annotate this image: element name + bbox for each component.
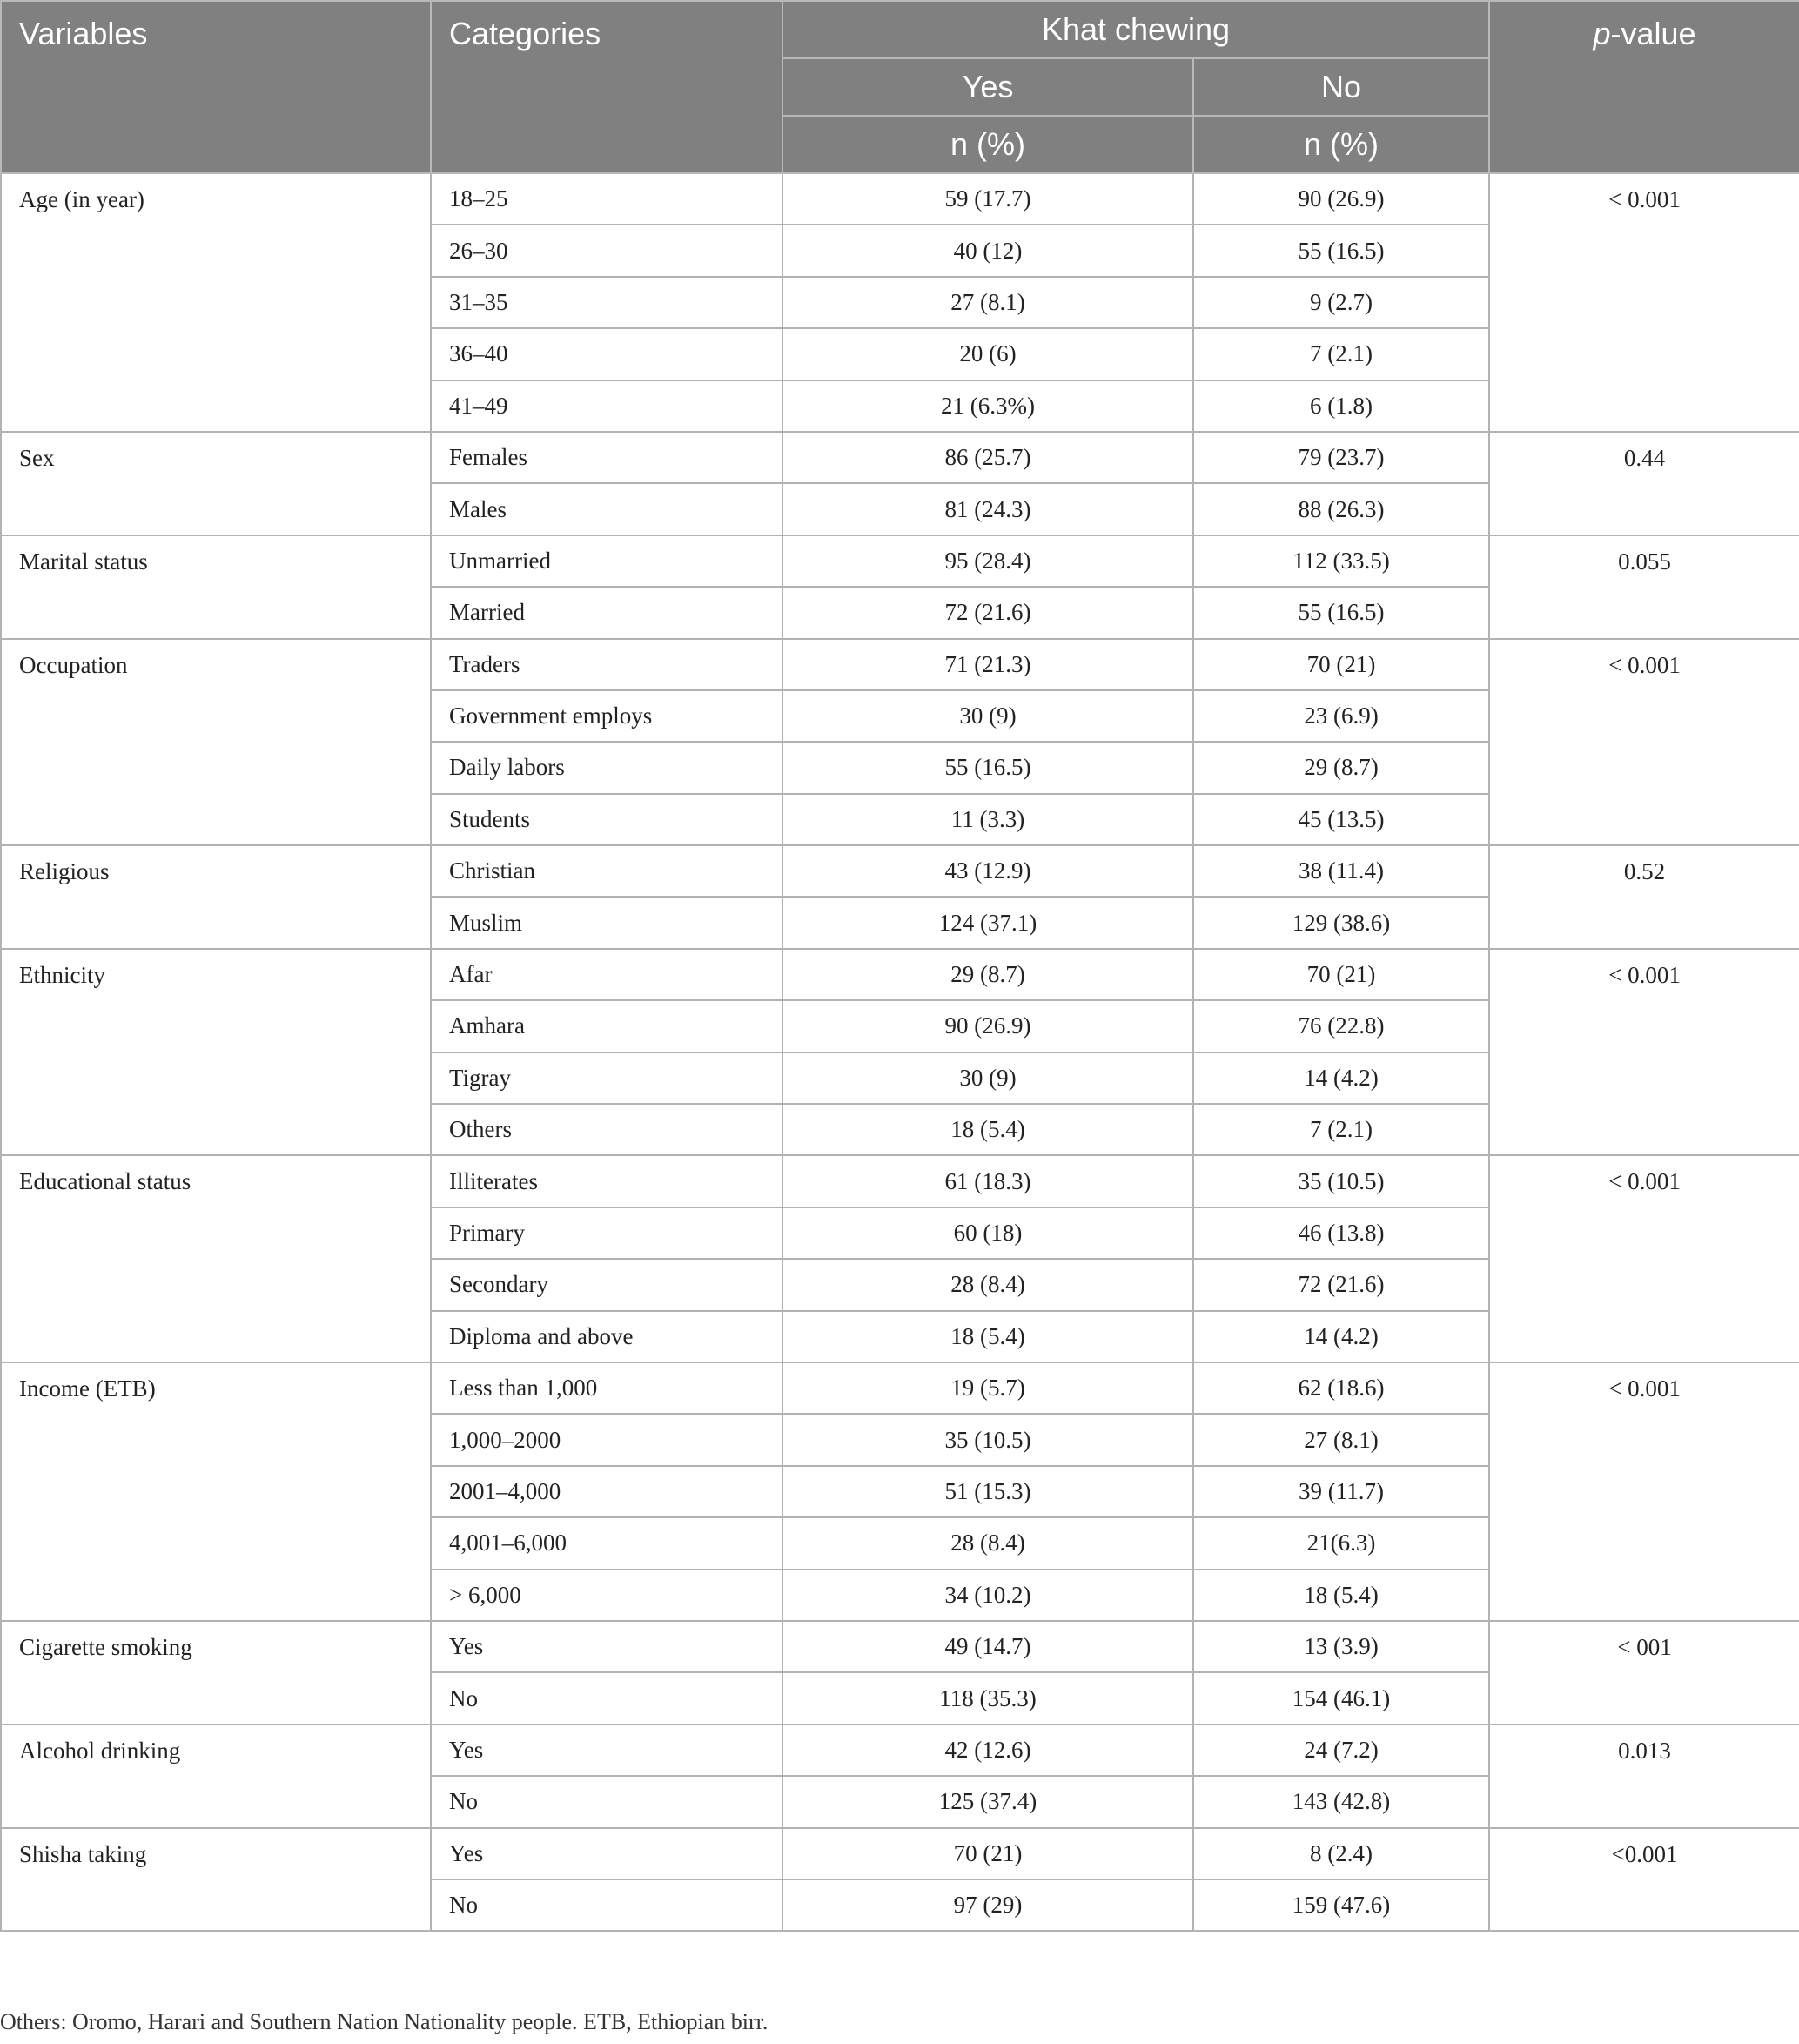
category-cell: Males	[431, 483, 782, 535]
no-count-cell: 46 (13.8)	[1193, 1207, 1489, 1259]
p-value-cell: 0.52	[1489, 845, 1799, 949]
no-count-cell: 76 (22.8)	[1193, 1000, 1489, 1052]
table-row	[1, 1362, 1799, 1414]
yes-count-cell: 29 (8.7)	[782, 949, 1193, 1000]
yes-count-cell: 97 (29)	[782, 1879, 1193, 1931]
category-cell: No	[431, 1776, 782, 1827]
yes-count-cell: 71 (21.3)	[782, 639, 1193, 690]
yes-count-cell: 55 (16.5)	[782, 742, 1193, 793]
variable-cell: Sex	[1, 432, 431, 535]
header-variables: Variables	[1, 1, 431, 173]
yes-count-cell: 60 (18)	[782, 1207, 1193, 1259]
no-count-cell: 27 (8.1)	[1193, 1414, 1489, 1465]
p-value-cell: < 0.001	[1489, 1155, 1799, 1362]
category-cell: 4,001–6,000	[431, 1517, 782, 1569]
no-count-cell: 79 (23.7)	[1193, 432, 1489, 483]
no-count-cell: 62 (18.6)	[1193, 1362, 1489, 1414]
category-cell: 36–40	[431, 328, 782, 380]
table-row	[1, 173, 1799, 225]
yes-count-cell: 18 (5.4)	[782, 1104, 1193, 1155]
table-row	[1, 639, 1799, 690]
yes-count-cell: 61 (18.3)	[782, 1155, 1193, 1207]
category-cell: Traders	[431, 639, 782, 690]
no-count-cell: 45 (13.5)	[1193, 794, 1489, 845]
no-count-cell: 6 (1.8)	[1193, 380, 1489, 432]
header-p-italic: p	[1593, 16, 1611, 51]
yes-count-cell: 118 (35.3)	[782, 1672, 1193, 1724]
variable-cell: Age (in year)	[1, 173, 431, 432]
category-cell: Government employs	[431, 690, 782, 742]
category-cell: No	[431, 1672, 782, 1724]
category-cell: > 6,000	[431, 1570, 782, 1621]
yes-count-cell: 124 (37.1)	[782, 897, 1193, 948]
table-row	[1, 432, 1799, 483]
category-cell: Less than 1,000	[431, 1362, 782, 1414]
variable-cell: Ethnicity	[1, 949, 431, 1156]
table-footnote: Others: Oromo, Harari and Southern Nation Nationality people. ETB, Ethiopian birr.	[0, 2009, 769, 2034]
yes-count-cell: 20 (6)	[782, 328, 1193, 380]
yes-count-cell: 59 (17.7)	[782, 173, 1193, 225]
no-count-cell: 55 (16.5)	[1193, 225, 1489, 276]
no-count-cell: 159 (47.6)	[1193, 1879, 1489, 1931]
p-value-cell: < 0.001	[1489, 1362, 1799, 1621]
no-count-cell: 55 (16.5)	[1193, 587, 1489, 638]
no-count-cell: 70 (21)	[1193, 639, 1489, 690]
no-count-cell: 38 (11.4)	[1193, 845, 1489, 897]
category-cell: Amhara	[431, 1000, 782, 1052]
no-count-cell: 14 (4.2)	[1193, 1311, 1489, 1362]
yes-count-cell: 49 (14.7)	[782, 1621, 1193, 1672]
yes-count-cell: 81 (24.3)	[782, 483, 1193, 535]
yes-count-cell: 125 (37.4)	[782, 1776, 1193, 1827]
category-cell: 2001–4,000	[431, 1466, 782, 1517]
no-count-cell: 7 (2.1)	[1193, 1104, 1489, 1155]
p-value-cell: < 001	[1489, 1621, 1799, 1725]
table-row	[1, 535, 1799, 587]
table-body	[1, 173, 1799, 1931]
category-cell: Married	[431, 587, 782, 638]
category-cell: Muslim	[431, 897, 782, 948]
no-count-cell: 8 (2.4)	[1193, 1828, 1489, 1879]
p-value-cell: < 0.001	[1489, 639, 1799, 846]
yes-count-cell: 42 (12.6)	[782, 1725, 1193, 1776]
no-count-cell: 90 (26.9)	[1193, 173, 1489, 225]
yes-count-cell: 95 (28.4)	[782, 535, 1193, 587]
category-cell: Tigray	[431, 1052, 782, 1104]
yes-count-cell: 28 (8.4)	[782, 1259, 1193, 1310]
no-count-cell: 18 (5.4)	[1193, 1570, 1489, 1621]
yes-count-cell: 27 (8.1)	[782, 277, 1193, 328]
category-cell: Primary	[431, 1207, 782, 1259]
no-count-cell: 14 (4.2)	[1193, 1052, 1489, 1104]
variable-cell: Alcohol drinking	[1, 1725, 431, 1828]
no-count-cell: 129 (38.6)	[1193, 897, 1489, 948]
category-cell: Christian	[431, 845, 782, 897]
table-row	[1, 949, 1799, 1000]
category-cell: No	[431, 1879, 782, 1931]
yes-count-cell: 90 (26.9)	[782, 1000, 1193, 1052]
no-count-cell: 29 (8.7)	[1193, 742, 1489, 793]
yes-count-cell: 11 (3.3)	[782, 794, 1193, 845]
p-value-cell: 0.055	[1489, 535, 1799, 639]
table-row	[1, 1725, 1799, 1776]
variable-cell: Religious	[1, 845, 431, 949]
no-count-cell: 72 (21.6)	[1193, 1259, 1489, 1310]
table-row	[1, 845, 1799, 897]
category-cell: Secondary	[431, 1259, 782, 1310]
yes-count-cell: 19 (5.7)	[782, 1362, 1193, 1414]
header-p-value	[1489, 1, 1799, 173]
p-value-cell: 0.44	[1489, 432, 1799, 535]
p-value-cell: < 0.001	[1489, 173, 1799, 432]
yes-count-cell: 28 (8.4)	[782, 1517, 1193, 1569]
variable-cell: Occupation	[1, 639, 431, 846]
no-count-cell: 154 (46.1)	[1193, 1672, 1489, 1724]
category-cell: Students	[431, 794, 782, 845]
category-cell: Yes	[431, 1828, 782, 1879]
category-cell: Unmarried	[431, 535, 782, 587]
category-cell: 18–25	[431, 173, 782, 225]
no-count-cell: 143 (42.8)	[1193, 1776, 1489, 1827]
no-count-cell: 13 (3.9)	[1193, 1621, 1489, 1672]
category-cell: Illiterates	[431, 1155, 782, 1207]
yes-count-cell: 21 (6.3%)	[782, 380, 1193, 432]
header-categories: Categories	[431, 1, 782, 173]
no-count-cell: 21(6.3)	[1193, 1517, 1489, 1569]
category-cell: Diploma and above	[431, 1311, 782, 1362]
category-cell: 26–30	[431, 225, 782, 276]
category-cell: Yes	[431, 1621, 782, 1672]
variable-cell: Income (ETB)	[1, 1362, 431, 1621]
yes-count-cell: 86 (25.7)	[782, 432, 1193, 483]
table-header	[1, 1, 1799, 173]
no-count-cell: 112 (33.5)	[1193, 535, 1489, 587]
p-value-cell: 0.013	[1489, 1725, 1799, 1828]
category-cell: Daily labors	[431, 742, 782, 793]
category-cell: 31–35	[431, 277, 782, 328]
yes-count-cell: 34 (10.2)	[782, 1570, 1193, 1621]
header-yes-n-pct: n (%)	[782, 116, 1193, 173]
no-count-cell: 35 (10.5)	[1193, 1155, 1489, 1207]
category-cell: Yes	[431, 1725, 782, 1776]
variable-cell: Marital status	[1, 535, 431, 639]
category-cell: Afar	[431, 949, 782, 1000]
variable-cell: Educational status	[1, 1155, 431, 1362]
variable-cell: Cigarette smoking	[1, 1621, 431, 1725]
header-p-suffix: -value	[1610, 16, 1696, 51]
yes-count-cell: 43 (12.9)	[782, 845, 1193, 897]
yes-count-cell: 40 (12)	[782, 225, 1193, 276]
no-count-cell: 70 (21)	[1193, 949, 1489, 1000]
table-row	[1, 1155, 1799, 1207]
yes-count-cell: 70 (21)	[782, 1828, 1193, 1879]
no-count-cell: 7 (2.1)	[1193, 328, 1489, 380]
category-cell: Others	[431, 1104, 782, 1155]
header-yes: Yes	[782, 58, 1193, 116]
yes-count-cell: 35 (10.5)	[782, 1414, 1193, 1465]
no-count-cell: 39 (11.7)	[1193, 1466, 1489, 1517]
yes-count-cell: 30 (9)	[782, 690, 1193, 742]
yes-count-cell: 30 (9)	[782, 1052, 1193, 1104]
header-no: No	[1193, 58, 1489, 116]
header-khat-chewing: Khat chewing	[782, 1, 1489, 58]
yes-count-cell: 51 (15.3)	[782, 1466, 1193, 1517]
category-cell: 1,000–2000	[431, 1414, 782, 1465]
variable-cell: Shisha taking	[1, 1828, 431, 1932]
no-count-cell: 88 (26.3)	[1193, 483, 1489, 535]
table-row	[1, 1828, 1799, 1879]
table-row	[1, 1621, 1799, 1672]
header-no-n-pct: n (%)	[1193, 116, 1489, 173]
no-count-cell: 9 (2.7)	[1193, 277, 1489, 328]
yes-count-cell: 18 (5.4)	[782, 1311, 1193, 1362]
no-count-cell: 23 (6.9)	[1193, 690, 1489, 742]
p-value-cell: <0.001	[1489, 1828, 1799, 1932]
p-value-cell: < 0.001	[1489, 949, 1799, 1156]
category-cell: 41–49	[431, 380, 782, 432]
no-count-cell: 24 (7.2)	[1193, 1725, 1489, 1776]
yes-count-cell: 72 (21.6)	[782, 587, 1193, 638]
category-cell: Females	[431, 432, 782, 483]
